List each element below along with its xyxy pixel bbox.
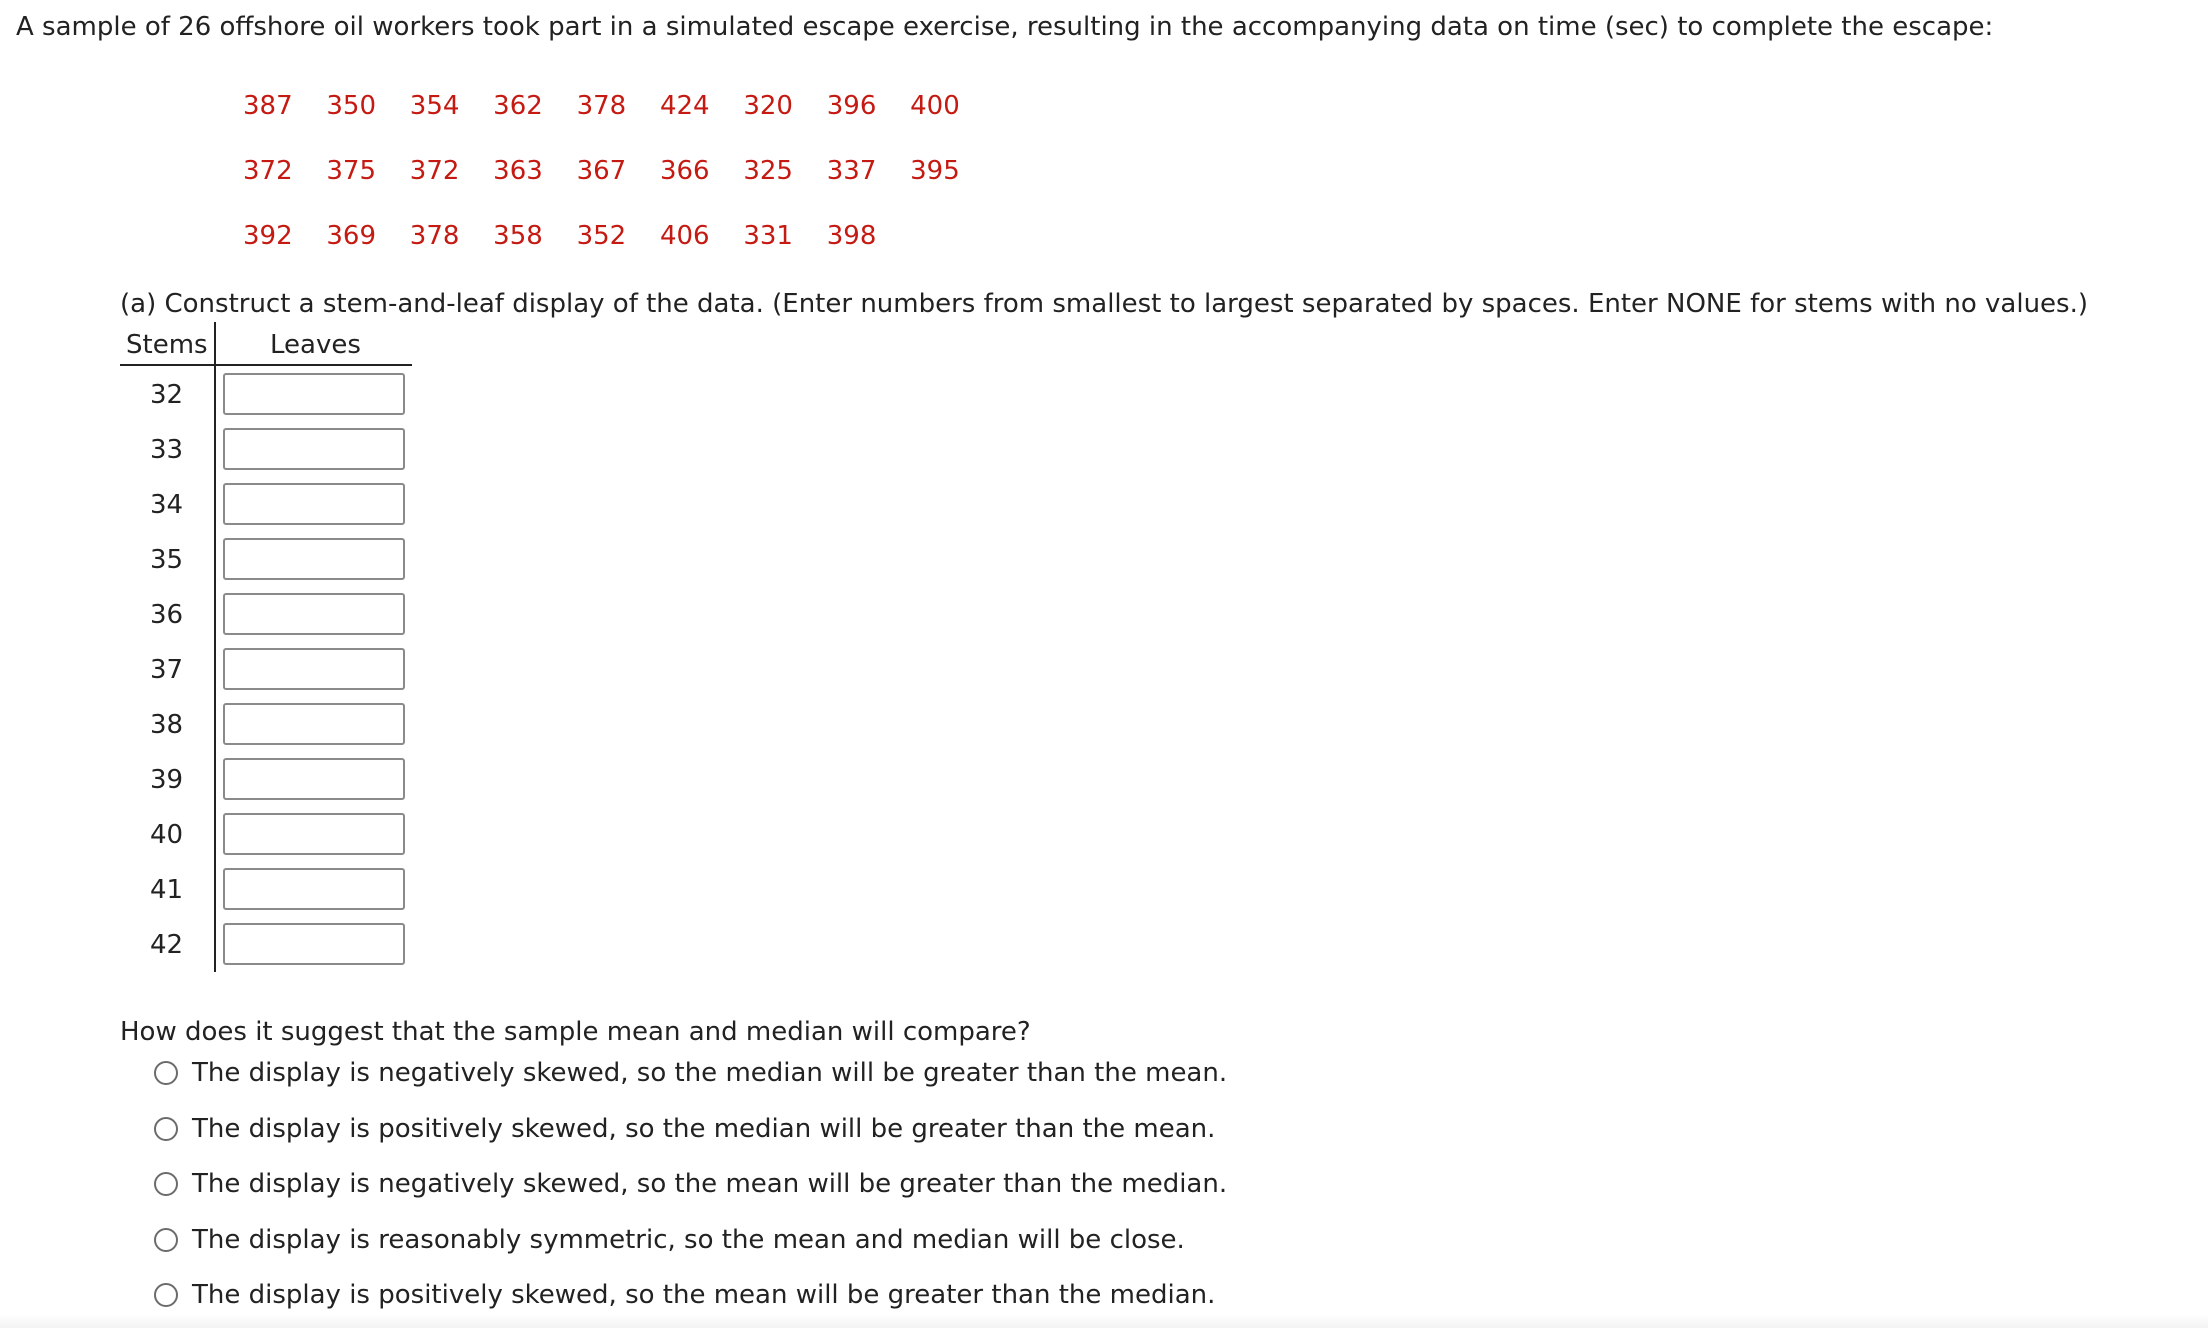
option-label: The display is positively skewed, so the median will be greater than the mean. — [192, 1114, 1216, 1144]
radio-button[interactable] — [154, 1172, 178, 1196]
option-1[interactable] — [154, 1053, 1227, 1093]
part-a-instructions: (a) Construct a stem-and-leaf display of the data. (Enter numbers from smallest to largest separated by spaces. Enter NONE for stems with no values.) — [120, 289, 2089, 319]
radio-button[interactable] — [154, 1061, 178, 1085]
option-label: The display is negatively skewed, so the median will be greater than the mean. — [192, 1058, 1228, 1088]
data-value: 363 — [493, 156, 543, 186]
data-value: 369 — [326, 221, 377, 251]
option-label: The display is positively skewed, so the mean will be greater than the median. — [192, 1280, 1216, 1310]
data-value: 395 — [910, 156, 960, 186]
data-value: 331 — [743, 221, 793, 251]
comparison-question: How does it suggest that the sample mean and median will compare? — [120, 1017, 1031, 1047]
data-value: 358 — [493, 221, 543, 251]
data-row-3 — [243, 216, 910, 256]
stem-label: 32 — [150, 380, 184, 410]
stem-label: 33 — [150, 435, 184, 465]
problem-intro: A sample of 26 offshore oil workers took part in a simulated escape exercise, resulting in the accompanying data on time (sec) to complete the escape: — [16, 12, 1994, 42]
option-label: The display is reasonably symmetric, so the mean and median will be close. — [192, 1225, 1185, 1255]
data-value: 372 — [409, 156, 460, 186]
stem-label: 38 — [150, 710, 184, 740]
page-bottom-edge — [0, 1314, 2208, 1328]
stem-row-38 — [120, 703, 420, 747]
data-value: 367 — [576, 156, 627, 186]
stem-row-32 — [120, 373, 420, 417]
stem-label: 40 — [150, 820, 184, 850]
stem-row-34 — [120, 483, 420, 527]
data-value: 424 — [659, 91, 710, 121]
data-value: 352 — [576, 221, 627, 251]
header-divider — [120, 364, 412, 366]
data-value: 320 — [743, 91, 793, 121]
stem-row-42 — [120, 923, 420, 967]
stem-row-35 — [120, 538, 420, 582]
data-value: 366 — [659, 156, 710, 186]
stem-label: 35 — [150, 545, 184, 575]
stem-label: 36 — [150, 600, 184, 630]
leaves-input-39[interactable] — [223, 758, 405, 800]
stem-label: 37 — [150, 655, 184, 685]
data-value: 354 — [409, 91, 460, 121]
radio-button[interactable] — [154, 1228, 178, 1252]
data-value: 337 — [826, 156, 877, 186]
stem-label: 41 — [150, 875, 184, 905]
leaves-input-38[interactable] — [223, 703, 405, 745]
leaves-input-35[interactable] — [223, 538, 405, 580]
option-2[interactable] — [154, 1109, 1215, 1149]
leaves-input-41[interactable] — [223, 868, 405, 910]
data-value: 375 — [326, 156, 377, 186]
leaves-input-42[interactable] — [223, 923, 405, 965]
leaves-input-36[interactable] — [223, 593, 405, 635]
data-value: 396 — [826, 91, 877, 121]
data-value: 392 — [243, 221, 293, 251]
stem-row-39 — [120, 758, 420, 802]
stem-row-37 — [120, 648, 420, 692]
radio-button[interactable] — [154, 1117, 178, 1141]
data-value: 406 — [659, 221, 710, 251]
leaves-input-34[interactable] — [223, 483, 405, 525]
option-label: The display is negatively skewed, so the mean will be greater than the median. — [192, 1169, 1228, 1199]
stem-label: 34 — [150, 490, 184, 520]
data-value: 372 — [243, 156, 293, 186]
stem-row-41 — [120, 868, 420, 912]
stem-label: 42 — [150, 930, 184, 960]
data-value: 400 — [910, 91, 960, 121]
data-value: 387 — [243, 91, 293, 121]
stem-label: 39 — [150, 765, 184, 795]
leaves-input-40[interactable] — [223, 813, 405, 855]
leaves-input-32[interactable] — [223, 373, 405, 415]
data-value: 362 — [493, 91, 543, 121]
leaves-header: Leaves — [270, 330, 361, 360]
data-value: 350 — [326, 91, 377, 121]
leaves-input-37[interactable] — [223, 648, 405, 690]
data-value: 325 — [743, 156, 793, 186]
option-5[interactable] — [154, 1275, 1215, 1315]
stem-row-36 — [120, 593, 420, 637]
data-value: 378 — [576, 91, 627, 121]
data-row-2 — [243, 151, 994, 191]
option-4[interactable] — [154, 1220, 1185, 1260]
data-value: 398 — [826, 221, 877, 251]
stems-header: Stems — [126, 330, 208, 360]
stem-row-40 — [120, 813, 420, 857]
data-value: 378 — [409, 221, 460, 251]
data-row-1 — [243, 86, 994, 126]
leaves-input-33[interactable] — [223, 428, 405, 470]
option-3[interactable] — [154, 1164, 1227, 1204]
radio-button[interactable] — [154, 1283, 178, 1307]
stem-row-33 — [120, 428, 420, 472]
